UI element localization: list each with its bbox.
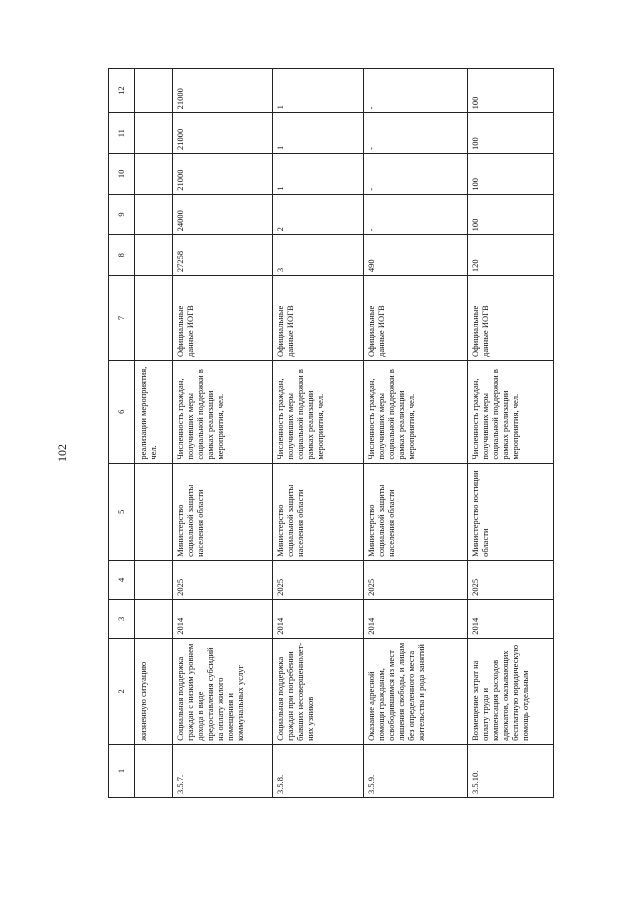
header-cell: 9	[109, 194, 135, 235]
cell-value: 21000	[173, 113, 273, 154]
cell-indicator: Численность граждан, получивших меры социальной поддержки в рамках реализации мероприятия, чел.	[273, 360, 364, 463]
rotated-table-wrapper	[108, 68, 640, 794]
cell-num: 3.5.9.	[364, 744, 468, 797]
cell-start	[135, 599, 173, 638]
page-number: 102	[55, 444, 69, 462]
header-cell: 8	[109, 235, 135, 276]
cell-source: Официальные данные ИОГВ	[273, 276, 364, 361]
program-measures-table	[108, 68, 554, 798]
cell-value: 1	[273, 154, 364, 195]
cell-name: Социальная поддержка граждан при погребении бывших несовершеннолет-них узников	[273, 638, 364, 744]
cell-value: 21000	[173, 69, 273, 113]
cell-num: 3.5.7.	[173, 744, 273, 797]
header-cell: 7	[109, 276, 135, 361]
cell-start: 2014	[173, 599, 273, 638]
cell-value: 3	[273, 235, 364, 276]
cell-value: 490	[364, 235, 468, 276]
cell-value: 1	[273, 113, 364, 154]
cell-value: 21000	[173, 154, 273, 195]
header-cell: 10	[109, 154, 135, 195]
cell-source: Официальные данные ИОГВ	[364, 276, 468, 361]
cell-executor: Министерство социальной защиты населения области	[364, 463, 468, 560]
cell-value: -	[364, 69, 468, 113]
header-cell: 11	[109, 113, 135, 154]
cell-indicator: Численность граждан, получивших меры социальной поддержки в рамках реализации мероприятия, чел.	[173, 360, 273, 463]
cell-value	[135, 154, 173, 195]
cell-value: -	[364, 194, 468, 235]
cell-value: 100	[468, 194, 554, 235]
cell-end: 2025	[173, 560, 273, 599]
cell-value: -	[364, 154, 468, 195]
cell-source: Официальные данные ИОГВ	[468, 276, 554, 361]
header-cell: 3	[109, 599, 135, 638]
cell-end	[135, 560, 173, 599]
cell-start: 2014	[364, 599, 468, 638]
cell-value: -	[364, 113, 468, 154]
cell-value: 2	[273, 194, 364, 235]
cell-executor: Министерство социальной защиты населения области	[273, 463, 364, 560]
continuation-row	[135, 69, 173, 798]
cell-value: 100	[468, 154, 554, 195]
cell-name: жизненную ситуацию	[135, 638, 173, 744]
cell-value	[135, 113, 173, 154]
cell-value	[135, 235, 173, 276]
cell-num	[135, 744, 173, 797]
header-cell: 6	[109, 360, 135, 463]
cell-value: 1	[273, 69, 364, 113]
cell-indicator: Численность граждан, получивших меры социальной поддержки в рамках реализации мероприятия, чел.	[468, 360, 554, 463]
cell-executor: Министерство юстиции области	[468, 463, 554, 560]
cell-name: Оказание адресной помощи гражданам, освободившимся из мест лишения свободы, и лицам без определенного места жительства и рода занятий	[364, 638, 468, 744]
header-cell: 4	[109, 560, 135, 599]
header-cell: 2	[109, 638, 135, 744]
cell-executor: Министерство социальной защиты населения области	[173, 463, 273, 560]
cell-source	[135, 276, 173, 361]
cell-num: 3.5.10.	[468, 744, 554, 797]
rotated-table-container	[108, 68, 553, 798]
cell-indicator: реализации мероприятия, чел.	[135, 360, 173, 463]
cell-start: 2014	[468, 599, 554, 638]
cell-source: Официальные данные ИОГВ	[173, 276, 273, 361]
cell-name: Социальная поддержка граждан с низким уровнем дохода в виде предоставления субсидий на оплату жилого помещения и коммунальных услуг	[173, 638, 273, 744]
table-row	[364, 69, 468, 798]
cell-value: 100	[468, 113, 554, 154]
cell-end: 2025	[468, 560, 554, 599]
cell-value: 24000	[173, 194, 273, 235]
cell-value: 120	[468, 235, 554, 276]
cell-executor	[135, 463, 173, 560]
cell-value	[135, 194, 173, 235]
cell-end: 2025	[273, 560, 364, 599]
table-row	[273, 69, 364, 798]
cell-indicator: Численность граждан, получивших меры социальной поддержки в рамках реализации мероприятия, чел.	[364, 360, 468, 463]
cell-value	[135, 69, 173, 113]
cell-start: 2014	[273, 599, 364, 638]
cell-value: 27258	[173, 235, 273, 276]
cell-end: 2025	[364, 560, 468, 599]
table-row	[468, 69, 554, 798]
header-cell: 12	[109, 69, 135, 113]
cell-num: 3.5.8.	[273, 744, 364, 797]
cell-value: 100	[468, 69, 554, 113]
header-cell: 1	[109, 744, 135, 797]
header-cell: 5	[109, 463, 135, 560]
table-row	[173, 69, 273, 798]
cell-name: Возмещение затрат на оплату труда и компенсация расходов адвокатов, оказывающих бесплатную юридическую помощь отдельным	[468, 638, 554, 744]
column-number-row	[109, 69, 135, 798]
